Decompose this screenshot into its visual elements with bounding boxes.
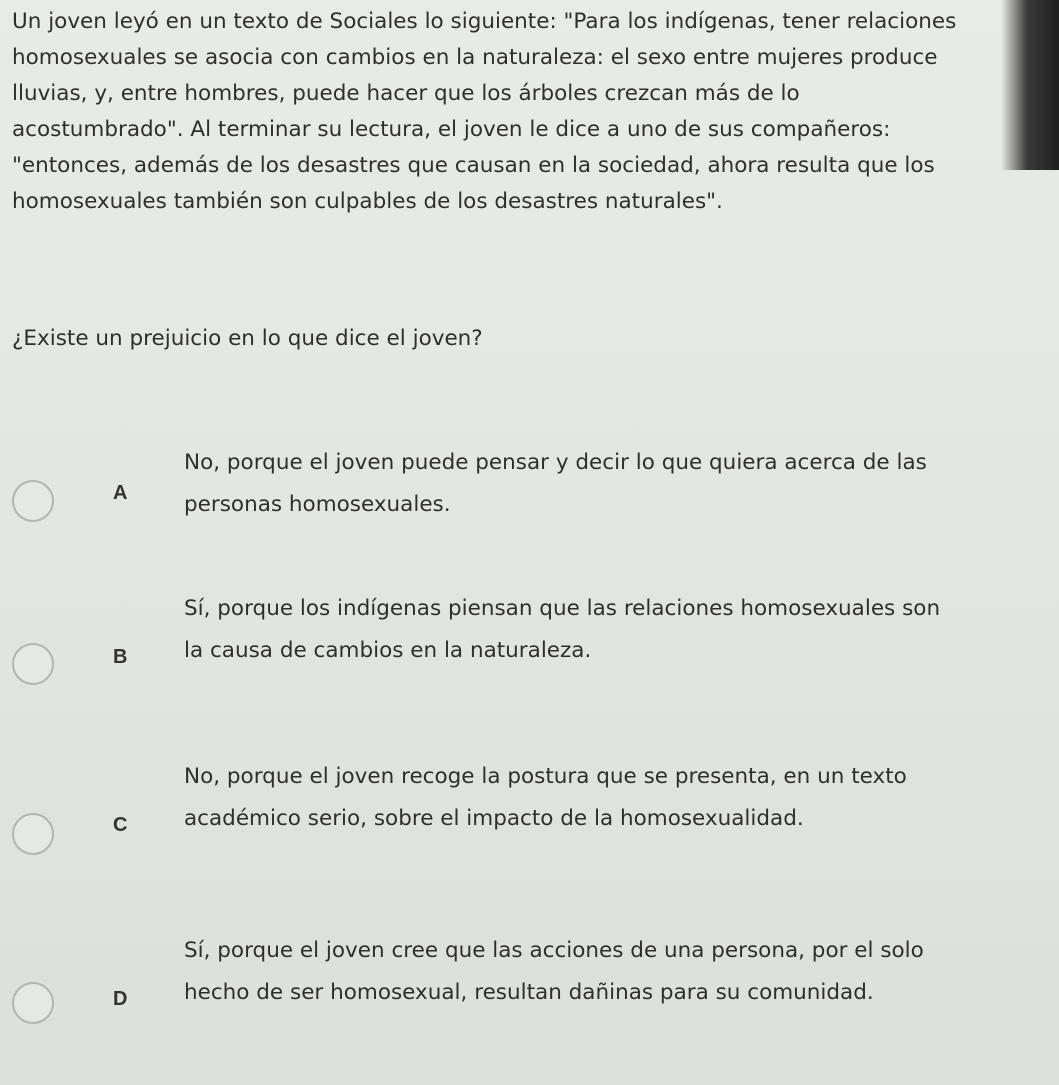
- screen-edge-shadow: [1001, 0, 1059, 170]
- answer-option-c[interactable]: [0, 764, 1000, 880]
- radio-button-a[interactable]: [12, 480, 54, 522]
- option-text-b: [184, 588, 994, 672]
- option-line: Sí, porque el joven cree que las acciones de una persona, por el solo: [184, 938, 924, 963]
- option-line: la causa de cambios en la naturaleza.: [184, 638, 592, 663]
- passage-line: homosexuales se asocia con cambios en la naturaleza: el sexo entre mujeres produce: [12, 45, 938, 70]
- option-letter-b: B: [113, 646, 128, 668]
- option-line: hecho de ser homosexual, resultan dañinas para su comunidad.: [184, 980, 874, 1005]
- option-line: Sí, porque los indígenas piensan que las relaciones homosexuales son: [184, 596, 941, 621]
- passage-line: Un joven leyó en un texto de Sociales lo siguiente: "Para los indígenas, tener relaciones: [12, 9, 957, 34]
- option-line: No, porque el joven recoge la postura que se presenta, en un texto: [184, 764, 907, 789]
- passage-line: homosexuales también son culpables de los desastres naturales".: [12, 189, 723, 214]
- option-text-c: [184, 756, 994, 840]
- option-letter-d: D: [113, 988, 128, 1010]
- option-line: No, porque el joven puede pensar y decir lo que quiera acerca de las: [184, 450, 927, 475]
- option-letter-c: C: [113, 814, 128, 836]
- option-line: personas homosexuales.: [184, 492, 451, 517]
- passage-line: acostumbrado". Al terminar su lectura, el joven le dice a uno de sus compañeros:: [12, 117, 891, 142]
- radio-button-d[interactable]: [12, 982, 54, 1024]
- radio-button-c[interactable]: [12, 813, 54, 855]
- passage-line: lluvias, y, entre hombres, puede hacer que los árboles crezcan más de lo: [12, 81, 800, 106]
- reading-passage: [12, 4, 972, 220]
- answer-option-b[interactable]: [0, 596, 1000, 706]
- option-text-a: [184, 442, 994, 526]
- option-text-d: [184, 930, 994, 1014]
- answer-option-d[interactable]: [0, 938, 1000, 1060]
- radio-button-b[interactable]: [12, 643, 54, 685]
- option-letter-a: A: [113, 482, 128, 504]
- passage-line: "entonces, además de los desastres que causan en la sociedad, ahora resulta que los: [12, 153, 935, 178]
- question-prompt: ¿Existe un prejuicio en lo que dice el joven?: [12, 326, 483, 351]
- answer-option-a[interactable]: [0, 448, 1000, 538]
- option-line: académico serio, sobre el impacto de la homosexualidad.: [184, 806, 804, 831]
